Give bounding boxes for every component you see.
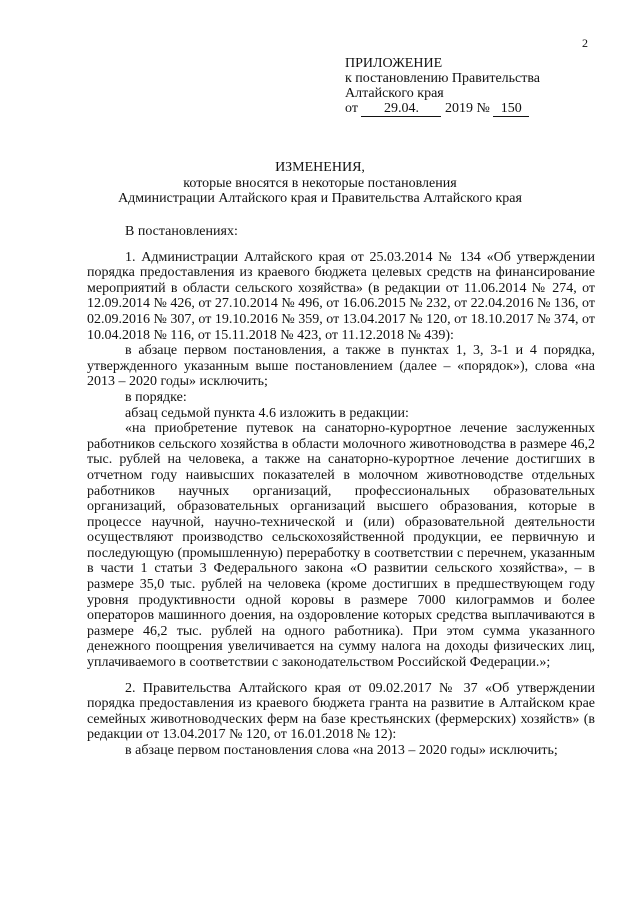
appendix-year: 2019 [444,101,473,116]
appendix-resolution-line: к постановлению Правительства [345,71,541,86]
document-subtitle-line-1: которые вносятся в некоторые постановления [183,176,457,191]
document-subtitle-line-2: Администрации Алтайского края и Правительства Алтайского края [118,191,522,206]
paragraph-item-1: 1. Администрации Алтайского края от 25.03.2014 № 134 «Об утверждении порядка предоставления из краевого бюджета целевых средств на финансирование мероприятий в области сельского хозяйства» (в редакции от 11.06.2014 № 274, от 12.09.2014 № 426, от 27.10.2014 № 496, от 16.06.2015 № 232, от 22.04.2016 № 136, от 02.09.2016 № 307, от 19.10.2016 № 359, от 13.04.2017 № 120, от 18.10.2017 № 374, от 10.04.2018 № 116, от 15.11.2018 № 423, от 11.12.2018 № 439): [87,249,595,343]
paragraph-new-wording: «на приобретение путевок на санаторно-курортное лечение заслуженных работников сельского хозяйства в области молочного животноводства в размере 46,2 тыс. рублей на человека, а также на санаторно-курортное лечение достигших в отчетном году наивысших показателей в молочном животноводстве отдельных работников научных организаций, профессиональных образовательных организаций, образовательных организаций высшего образования, которые в процессе научной, научно-технической и (или) образовательной деятельности осуществляют производство сельскохозяйственной продукции, ее первичную и последующую (промышленную) переработку в соответствии с перечнем, указанным в части 1 статьи 3 Федерального закона «О развитии сельского хозяйства», – в размере 35,0 тыс. рублей на человека (кроме достигших в предшествующем году уровня продуктивности одной коровы в размере 7000 килограммов и более операторов машинного доения, на оздоровление которых средства выплачиваются в размере 46,2 тыс. рублей на одного работника). При этом сумма указанного денежного поощрения увеличивается на сумму налога на доходы физических лиц, уплачиваемого в соответствии с законодательством Российской Федерации.»; [87,421,595,671]
appendix-header [345,56,540,117]
document-body [87,224,595,759]
appendix-no-sign: № [476,101,490,116]
document-title: ИЗМЕНЕНИЯ, [275,160,365,175]
paragraph-amendment-2: в абзаце первом постановления слова «на 2013 – 2020 годы» исключить; [125,743,558,758]
paragraph-amendment-1: в абзаце первом постановления, а также в пунктах 1, 3, 3-1 и 4 порядка, утвержденного указанным выше постановлением (далее – «порядок»), слова «на 2013 – 2020 годы» исключить; [87,343,595,390]
paragraph-instruction: абзац седьмой пункта 4.6 изложить в редакции: [125,405,409,421]
appendix-label: ПРИЛОЖЕНИЕ [345,56,443,71]
appendix-from: от [345,101,358,116]
appendix-date-line [345,101,540,117]
appendix-date: 29.04. [361,102,441,117]
paragraph-item-2: 2. Правительства Алтайского края от 09.02.2017 № 37 «Об утверждении порядка предоставления из краевого бюджета гранта на развитие в Алтайском крае семейных животноводческих ферм на базе крестьянских (фермерских) хозяйств» (в редакции от 13.04.2017 № 120, от 16.01.2018 № 12): [87,680,595,743]
appendix-region-line: Алтайского края [345,86,444,101]
intro-paragraph: В постановлениях: [125,224,238,239]
appendix-number: 150 [493,102,529,117]
page-number: 2 [582,36,588,50]
paragraph-in-procedure: в порядке: [125,389,187,405]
